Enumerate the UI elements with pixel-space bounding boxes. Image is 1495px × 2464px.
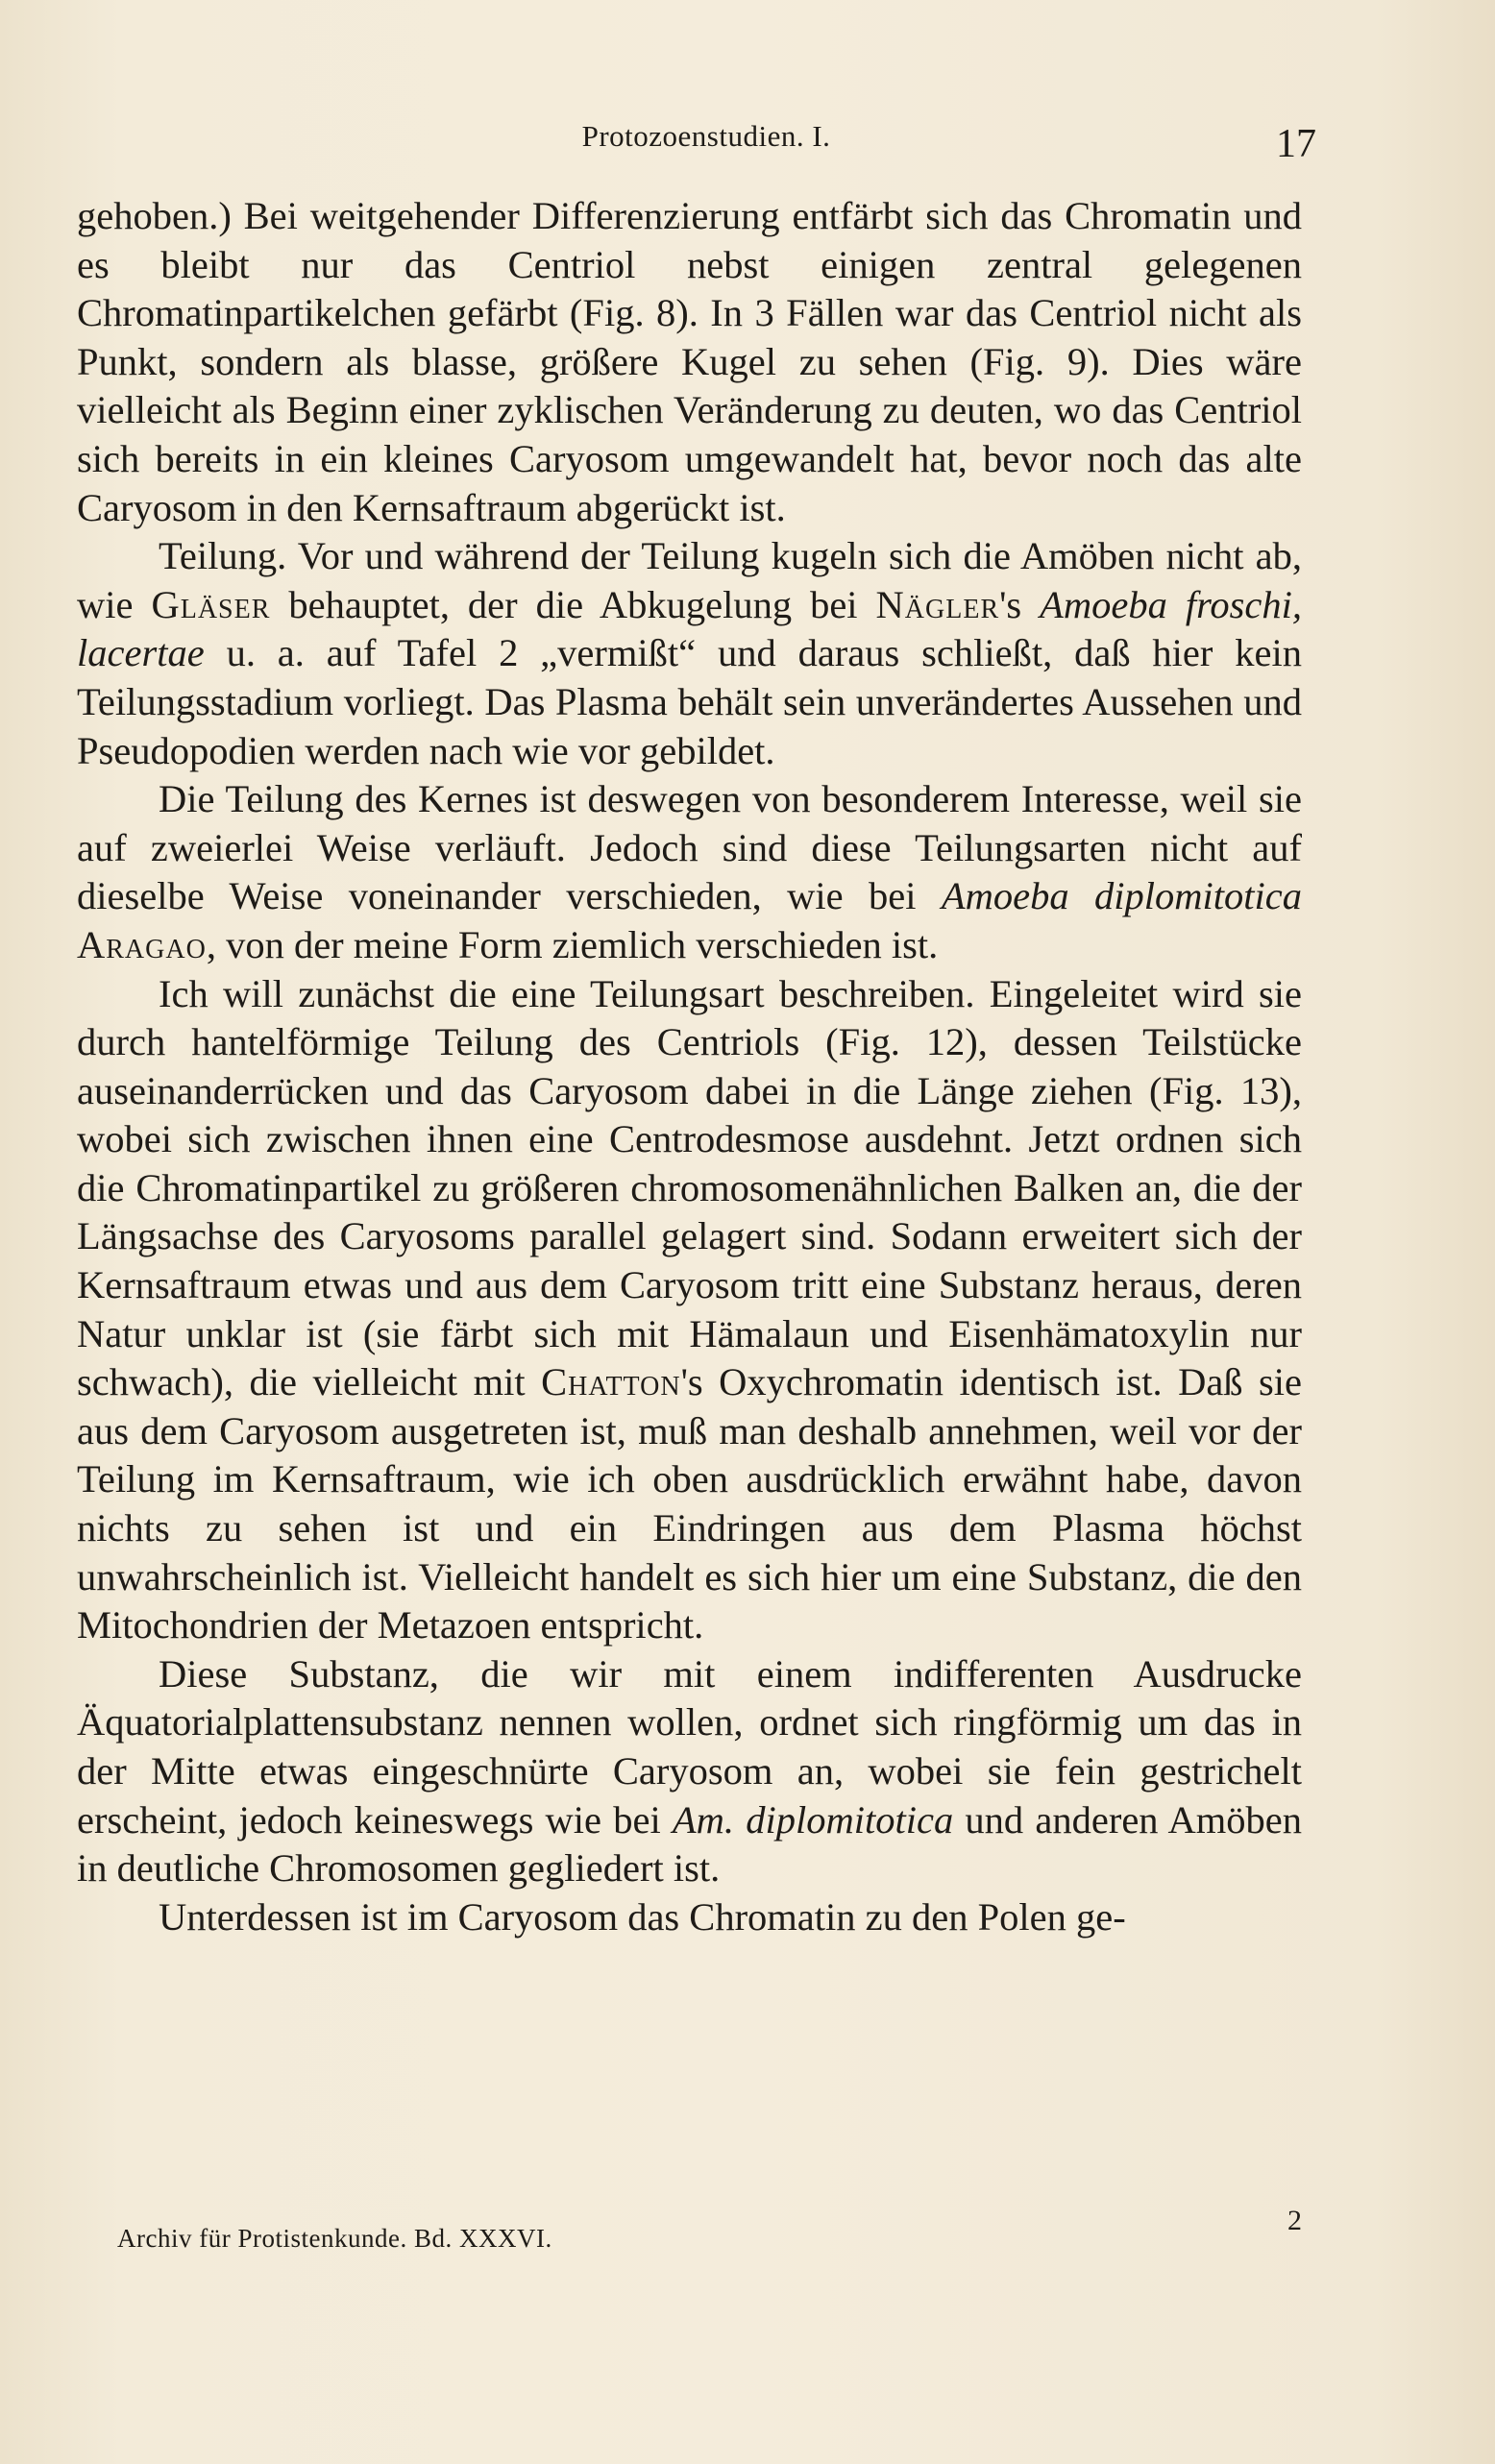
species-name: Am. diplomitotica <box>672 1797 954 1842</box>
p2-text-a: Teilung. Vor und während der Teilung kugeln sich die Amöben nicht ab, wie <box>77 534 1302 626</box>
p2-text-c: 's <box>999 582 1041 626</box>
p5-text-b: und anderen Amöben in deutliche Chromosomen gegliedert ist. <box>77 1797 1302 1891</box>
p3-text-c: , von der meine Form ziemlich verschieden ist. <box>206 922 939 966</box>
author-chatton: Chatton <box>541 1360 681 1404</box>
p2-text-b: behauptet, der die Abkugelung bei <box>270 582 876 626</box>
p2-text-d: u. a. auf Tafel 2 „vermißt“ und daraus schließt, daß hier kein Teilungsstadium vorliegt. Das Plasma behält sein unverändertes Aussehen und Pseudopodien werden nach wie vor gebildet. <box>77 631 1302 772</box>
p4-text-b: 's Oxychromatin identisch ist. Daß sie aus dem Caryosom ausgetreten ist, muß man deshalb annehmen, weil vor der Teilung im Kernsaftraum, wie ich oben ausdrücklich erwähnt habe, davon nichts zu sehen ist und ein Eindringen aus dem Plasma höchst unwahrscheinlich ist. Vielleicht handelt es sich hier um eine Substanz, die den Mitochondrien der Metazoen entspricht. <box>77 1360 1302 1647</box>
sheet-number: 2 <box>1287 2205 1302 2236</box>
journal-citation: Archiv für Protistenkunde. Bd. XXXVI. <box>117 2224 552 2253</box>
paragraph-1-text: gehoben.) Bei weitgehender Differenzierung entfärbt sich das Chromatin und es bleibt nur das Centriol nebst einigen zentral gelegenen Chromatinpartikelchen gefärbt (Fig. 8). In 3 Fällen war das Centriol nicht als Punkt, sondern als blasse, größere Kugel zu sehen (Fig. 9). Dies wäre vielleicht als Beginn einer zyklischen Veränderung zu deuten, wo das Centriol sich bereits in ein kleines Caryosom umgewandelt hat, bevor noch das alte Caryosom in den Kernsaftraum abgerückt ist. <box>77 194 1302 529</box>
species-name: Amoeba froschi, lacertae <box>77 582 1302 675</box>
running-header <box>77 113 1316 171</box>
paragraph-6-text: Unterdessen ist im Caryosom das Chromatin zu den Polen ge- <box>159 1894 1126 1939</box>
author-naegler: Nägler <box>875 582 1000 626</box>
page-footer <box>117 2205 1302 2262</box>
page-number: 17 <box>1276 122 1316 166</box>
p4-text-a: Ich will zunächst die eine Teilungsart beschreiben. Eingeleitet wird sie durch hantelförmige Teilung des Centriols (Fig. 12), dessen Teilstücke auseinanderrücken und das Caryosom dabei in die Länge ziehen (Fig. 13), wobei sich zwischen ihnen eine Centrodesmose ausdehnt. Jetzt ordnen sich die Chromatinpartikel zu größeren chromosomenähnlichen Balken an, die der Längsachse des Caryosoms parallel gelagert sind. Sodann erweitert sich der Kernsaftraum etwas und aus dem Caryosom tritt eine Substanz heraus, deren Natur unklar ist (sie färbt sich mit Hämalaun und Eisenhämatoxylin nur schwach), die vielleicht mit <box>77 971 1302 1404</box>
paragraph-5 <box>77 1650 1302 1893</box>
p5-text-a: Diese Substanz, die wir mit einem indifferenten Ausdrucke Äquatorialplattensubstanz nennen wollen, ordnet sich ringförmig um das in der Mitte etwas eingeschnürte Caryosom an, wobei sie fein gestrichelt erscheint, jedoch keineswegs wie bei <box>77 1651 1302 1842</box>
p3-text-a: Die Teilung des Kernes ist deswegen von besonderem Interesse, weil sie auf zweierlei Weise verläuft. Jedoch sind diese Teilungsarten nicht auf dieselbe Weise voneinander verschieden, wie bei <box>77 777 1302 918</box>
paragraph-2 <box>77 532 1302 775</box>
author-glaeser: Gläser <box>151 582 271 626</box>
paragraph-3 <box>77 775 1302 969</box>
running-title: Protozoenstudien. I. <box>581 119 831 153</box>
paragraph-4 <box>77 970 1302 1650</box>
species-name: Amoeba diplomitotica <box>941 874 1302 918</box>
paragraph-1 <box>77 192 1302 532</box>
author-aragao: Aragao <box>77 922 207 966</box>
body-text <box>77 192 1302 1941</box>
paragraph-6 <box>77 1893 1302 1942</box>
